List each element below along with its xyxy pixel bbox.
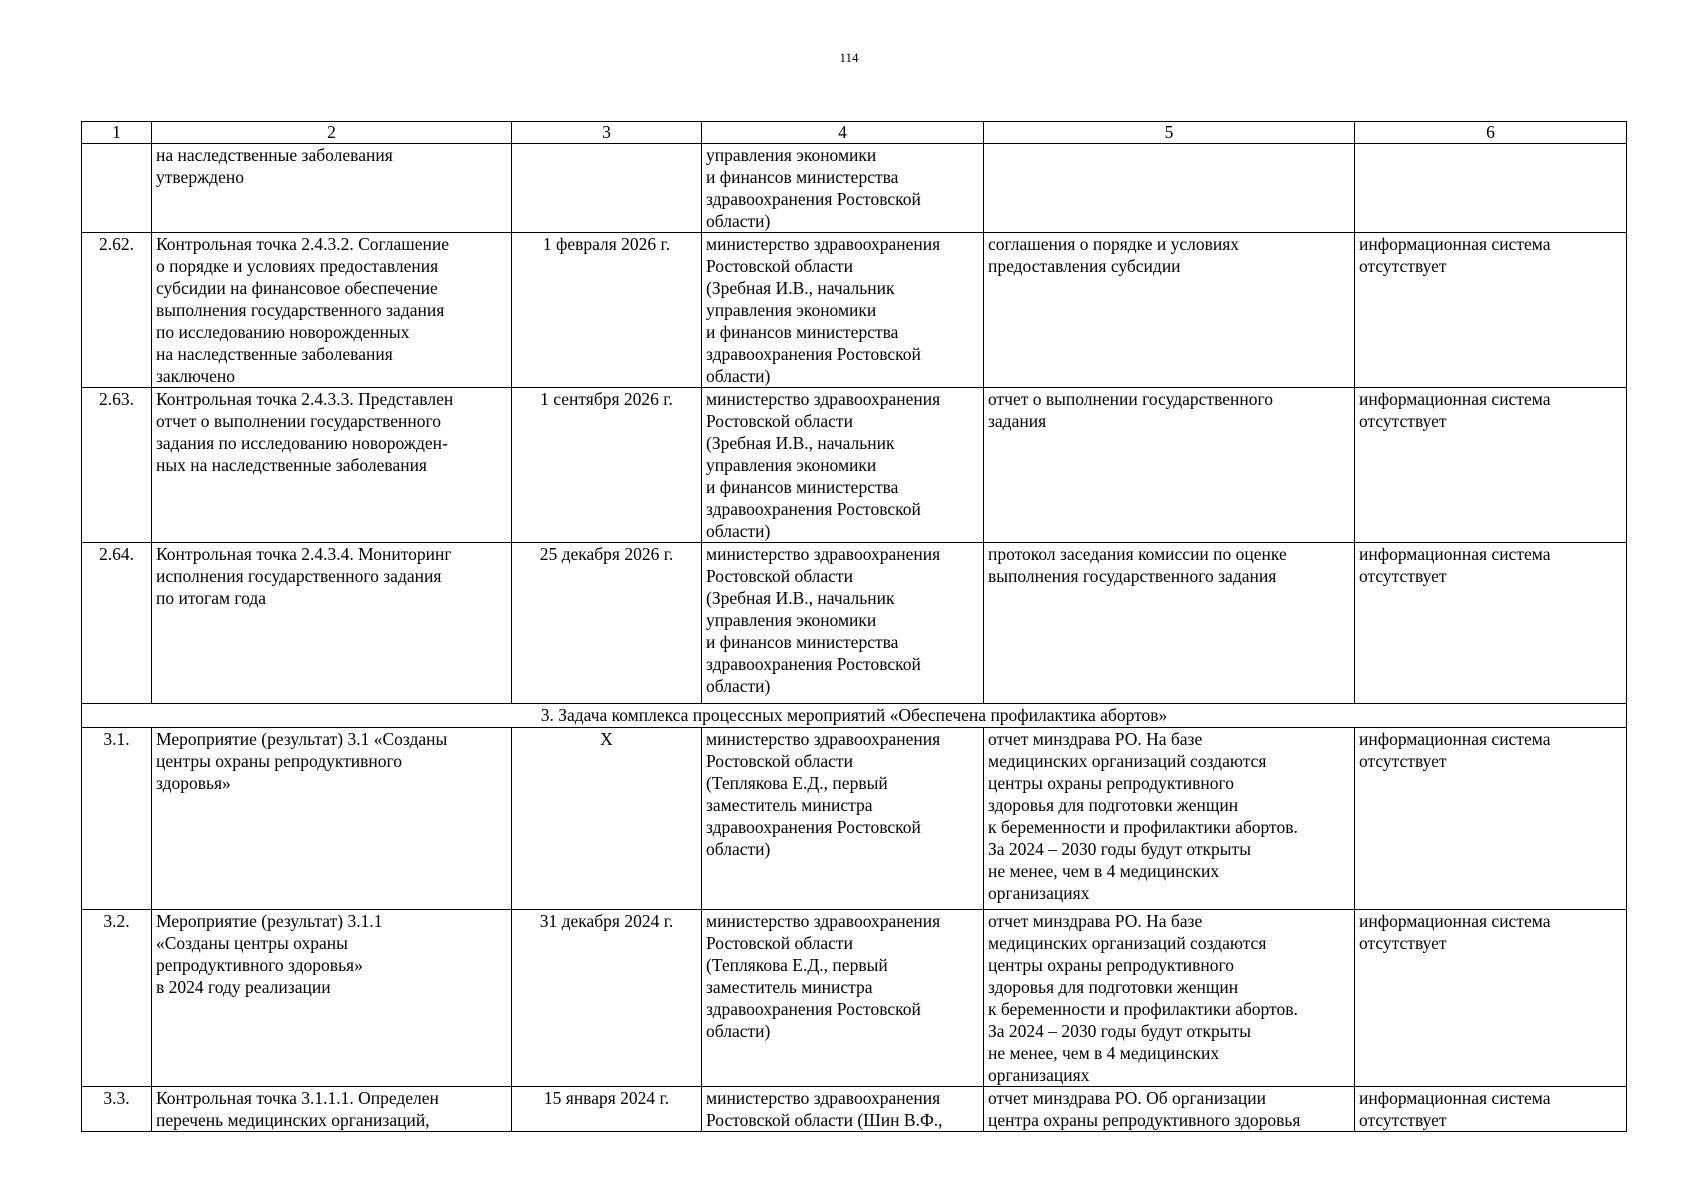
row-result: отчет минздрава РО. Об организации центра охраны репродуктивного здоровья — [984, 1087, 1355, 1132]
row-responsible: министерство здравоохранения Ростовской области (Зребная И.В., начальник управления экономики и финансов министерства здравоохранения Ростовской области) — [702, 388, 984, 543]
row-date: 1 февраля 2026 г. — [512, 233, 702, 388]
row-number: 2.63. — [82, 388, 152, 543]
row-result: отчет о выполнении государственного задания — [984, 388, 1355, 543]
column-number-row — [82, 122, 1627, 144]
row-name: Мероприятие (результат) 3.1 «Созданы центры охраны репродуктивного здоровья» — [152, 728, 512, 910]
row-result: протокол заседания комиссии по оценке выполнения государственного задания — [984, 543, 1355, 704]
row-responsible: министерство здравоохранения Ростовской области (Зребная И.В., начальник управления экономики и финансов министерства здравоохранения Ростовской области) — [702, 543, 984, 704]
column-header: 5 — [984, 122, 1355, 144]
row-date: 1 сентября 2026 г. — [512, 388, 702, 543]
row-system: информационная система отсутствует — [1355, 728, 1627, 910]
row-system: информационная система отсутствует — [1355, 388, 1627, 543]
row-result: отчет минздрава РО. На базе медицинских организаций создаются центры охраны репродуктивного здоровья для подготовки женщин к беременности и профилактики абортов. За 2024 – 2030 годы будут открыты не менее, чем в 4 медицинских организациях — [984, 910, 1355, 1087]
column-header: 4 — [702, 122, 984, 144]
row-responsible: управления экономики и финансов министерства здравоохранения Ростовской области) — [702, 144, 984, 233]
row-date: Х — [512, 728, 702, 910]
column-header: 2 — [152, 122, 512, 144]
row-system — [1355, 144, 1627, 233]
column-header: 3 — [512, 122, 702, 144]
row-name: на наследственные заболевания утверждено — [152, 144, 512, 233]
row-result: соглашения о порядке и условиях предоставления субсидии — [984, 233, 1355, 388]
column-header: 1 — [82, 122, 152, 144]
row-system: информационная система отсутствует — [1355, 233, 1627, 388]
table-row — [82, 233, 1627, 388]
row-date: 15 января 2024 г. — [512, 1087, 702, 1132]
row-date — [512, 144, 702, 233]
row-responsible: министерство здравоохранения Ростовской области (Шин В.Ф., — [702, 1087, 984, 1132]
row-date: 25 декабря 2026 г. — [512, 543, 702, 704]
row-result: отчет минздрава РО. На базе медицинских организаций создаются центры охраны репродуктивного здоровья для подготовки женщин к беременности и профилактики абортов. За 2024 – 2030 годы будут открыты не менее, чем в 4 медицинских организациях — [984, 728, 1355, 910]
row-date: 31 декабря 2024 г. — [512, 910, 702, 1087]
table-row — [82, 543, 1627, 704]
row-number: 3.3. — [82, 1087, 152, 1132]
column-header: 6 — [1355, 122, 1627, 144]
row-system: информационная система отсутствует — [1355, 543, 1627, 704]
table-row — [82, 1087, 1627, 1132]
row-number — [82, 144, 152, 233]
table-row — [82, 144, 1627, 233]
row-name: Мероприятие (результат) 3.1.1 «Созданы центры охраны репродуктивного здоровья» в 2024 году реализации — [152, 910, 512, 1087]
row-name: Контрольная точка 3.1.1.1. Определен перечень медицинских организаций, — [152, 1087, 512, 1132]
row-number: 2.64. — [82, 543, 152, 704]
row-name: Контрольная точка 2.4.3.4. Мониторинг исполнения государственного задания по итогам года — [152, 543, 512, 704]
row-number: 3.1. — [82, 728, 152, 910]
row-number: 2.62. — [82, 233, 152, 388]
table-row — [82, 728, 1627, 910]
section-title: 3. Задача комплекса процессных мероприятий «Обеспечена профилактика абортов» — [82, 704, 1627, 728]
table-row — [82, 388, 1627, 543]
page-number: 114 — [839, 50, 859, 65]
row-system: информационная система отсутствует — [1355, 1087, 1627, 1132]
row-responsible: министерство здравоохранения Ростовской области (Теплякова Е.Д., первый заместитель министра здравоохранения Ростовской области) — [702, 910, 984, 1087]
row-number: 3.2. — [82, 910, 152, 1087]
plan-table — [81, 121, 1627, 1132]
row-system: информационная система отсутствует — [1355, 910, 1627, 1087]
row-responsible: министерство здравоохранения Ростовской области (Теплякова Е.Д., первый заместитель министра здравоохранения Ростовской области) — [702, 728, 984, 910]
row-name: Контрольная точка 2.4.3.3. Представлен отчет о выполнении государственного задания по исследованию новорожден- ных на наследственные заболевания — [152, 388, 512, 543]
section-row — [82, 704, 1627, 728]
row-result — [984, 144, 1355, 233]
row-responsible: министерство здравоохранения Ростовской области (Зребная И.В., начальник управления экономики и финансов министерства здравоохранения Ростовской области) — [702, 233, 984, 388]
row-name: Контрольная точка 2.4.3.2. Соглашение о порядке и условиях предоставления субсидии на финансовое обеспечение выполнения государственного задания по исследованию новорожденных на наследственные заболевания заключено — [152, 233, 512, 388]
table-row — [82, 910, 1627, 1087]
